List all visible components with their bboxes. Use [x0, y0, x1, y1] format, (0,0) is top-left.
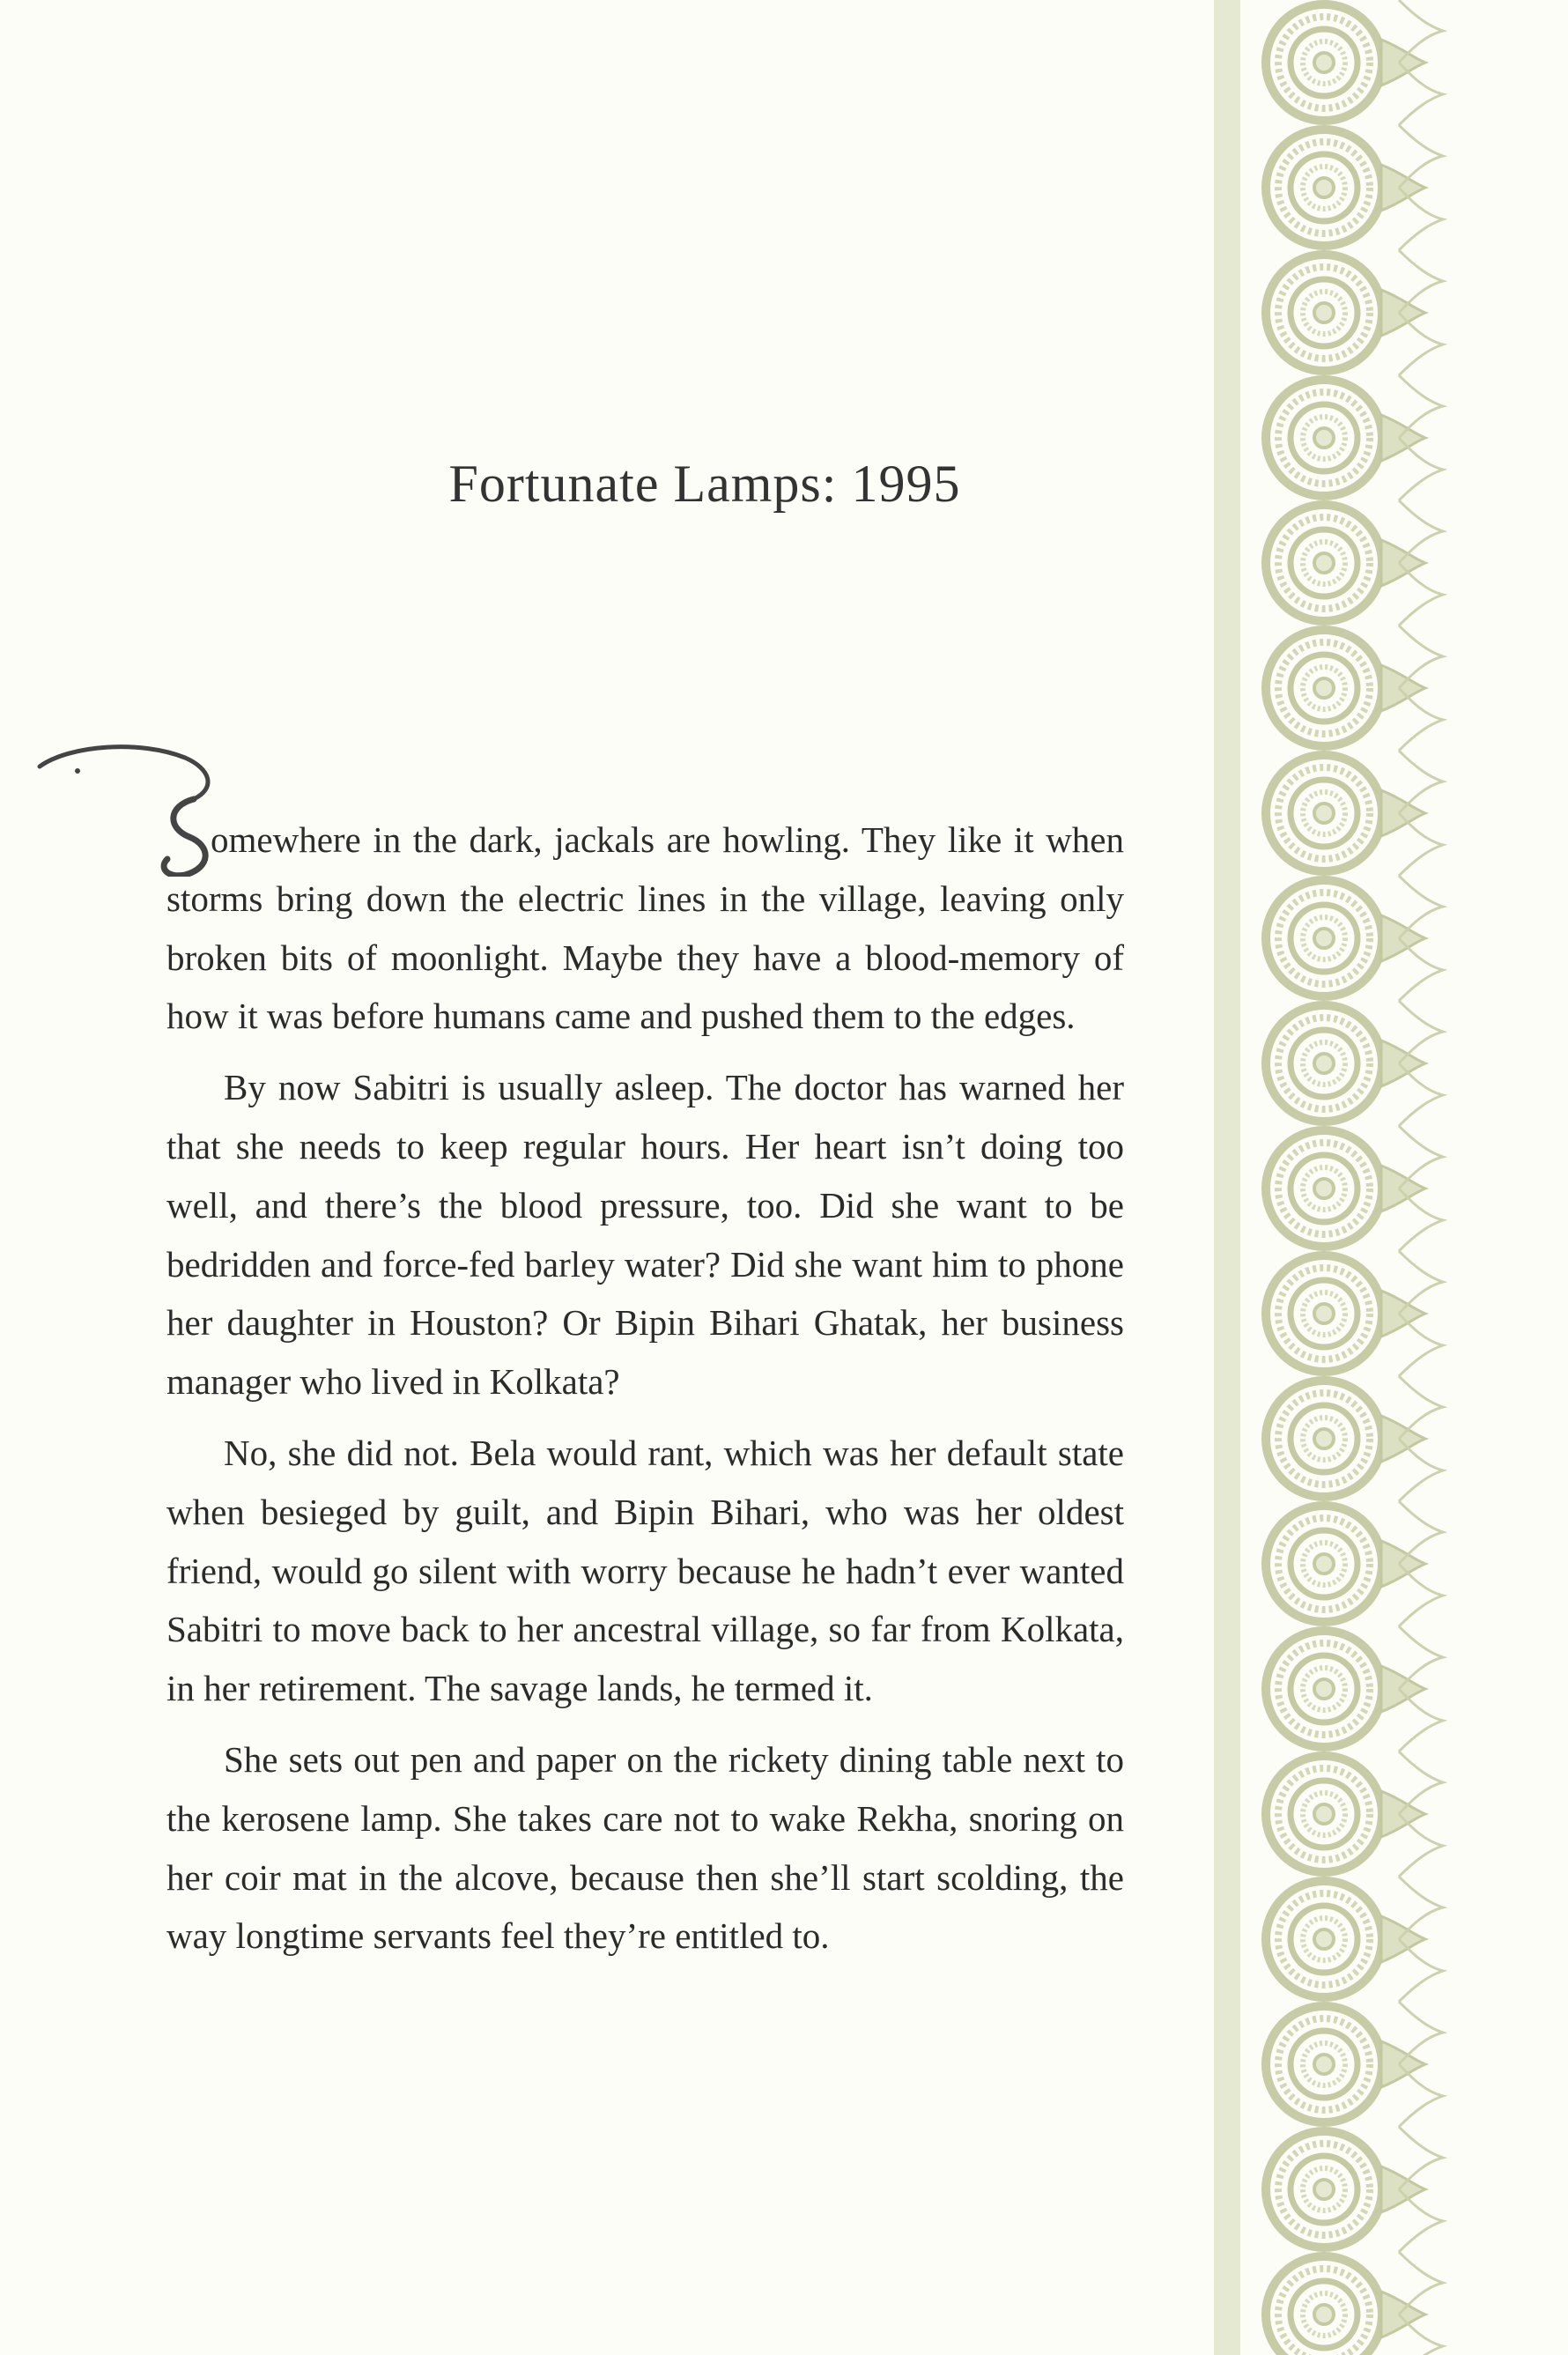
body-text	[166, 811, 1124, 1966]
chapter-title: Fortunate Lamps: 1995	[448, 455, 961, 513]
paragraph-2: By now Sabitri is usually asleep. The doctor has warned her that she needs to keep regular hours. Her heart isn’t doing too well, and there’s the blood pressure, too. Did she want to be bedridden and force-fed barley water? Did she want him to phone her daughter in Houston? Or Bipin Bihari Ghatak, her business manager who lived in Kolkata?	[166, 1067, 1124, 1403]
paragraph-1-text: omewhere in the dark, jackals are howling. They like it when storms bring down the electric lines in the village, leaving only broken bits of moonlight. Maybe they have a blood-memory of how it was before humans came and pushed them to the edges.	[166, 819, 1124, 1037]
paragraph-4: She sets out pen and paper on the rickety dining table next to the kerosene lamp. She takes care not to wake Rekha, snoring on her coir mat in the alcove, because then she’ll start scolding, the way longtime servants feel they’re entitled to.	[166, 1738, 1124, 1957]
ornamental-border-icon	[1214, 0, 1568, 2355]
drop-cap-letter: S	[167, 861, 173, 870]
paragraph-3: No, she did not. Bela would rant, which was her default state when besieged by guilt, and Bipin Bihari, who was her oldest friend, would go silent with worry because he hadn’t ever wanted Sabitri to move back to her ancestral village, so far from Kolkata, in her retirement. The savage lands, he termed it.	[166, 1432, 1124, 1709]
paragraph-1	[166, 811, 1124, 1046]
